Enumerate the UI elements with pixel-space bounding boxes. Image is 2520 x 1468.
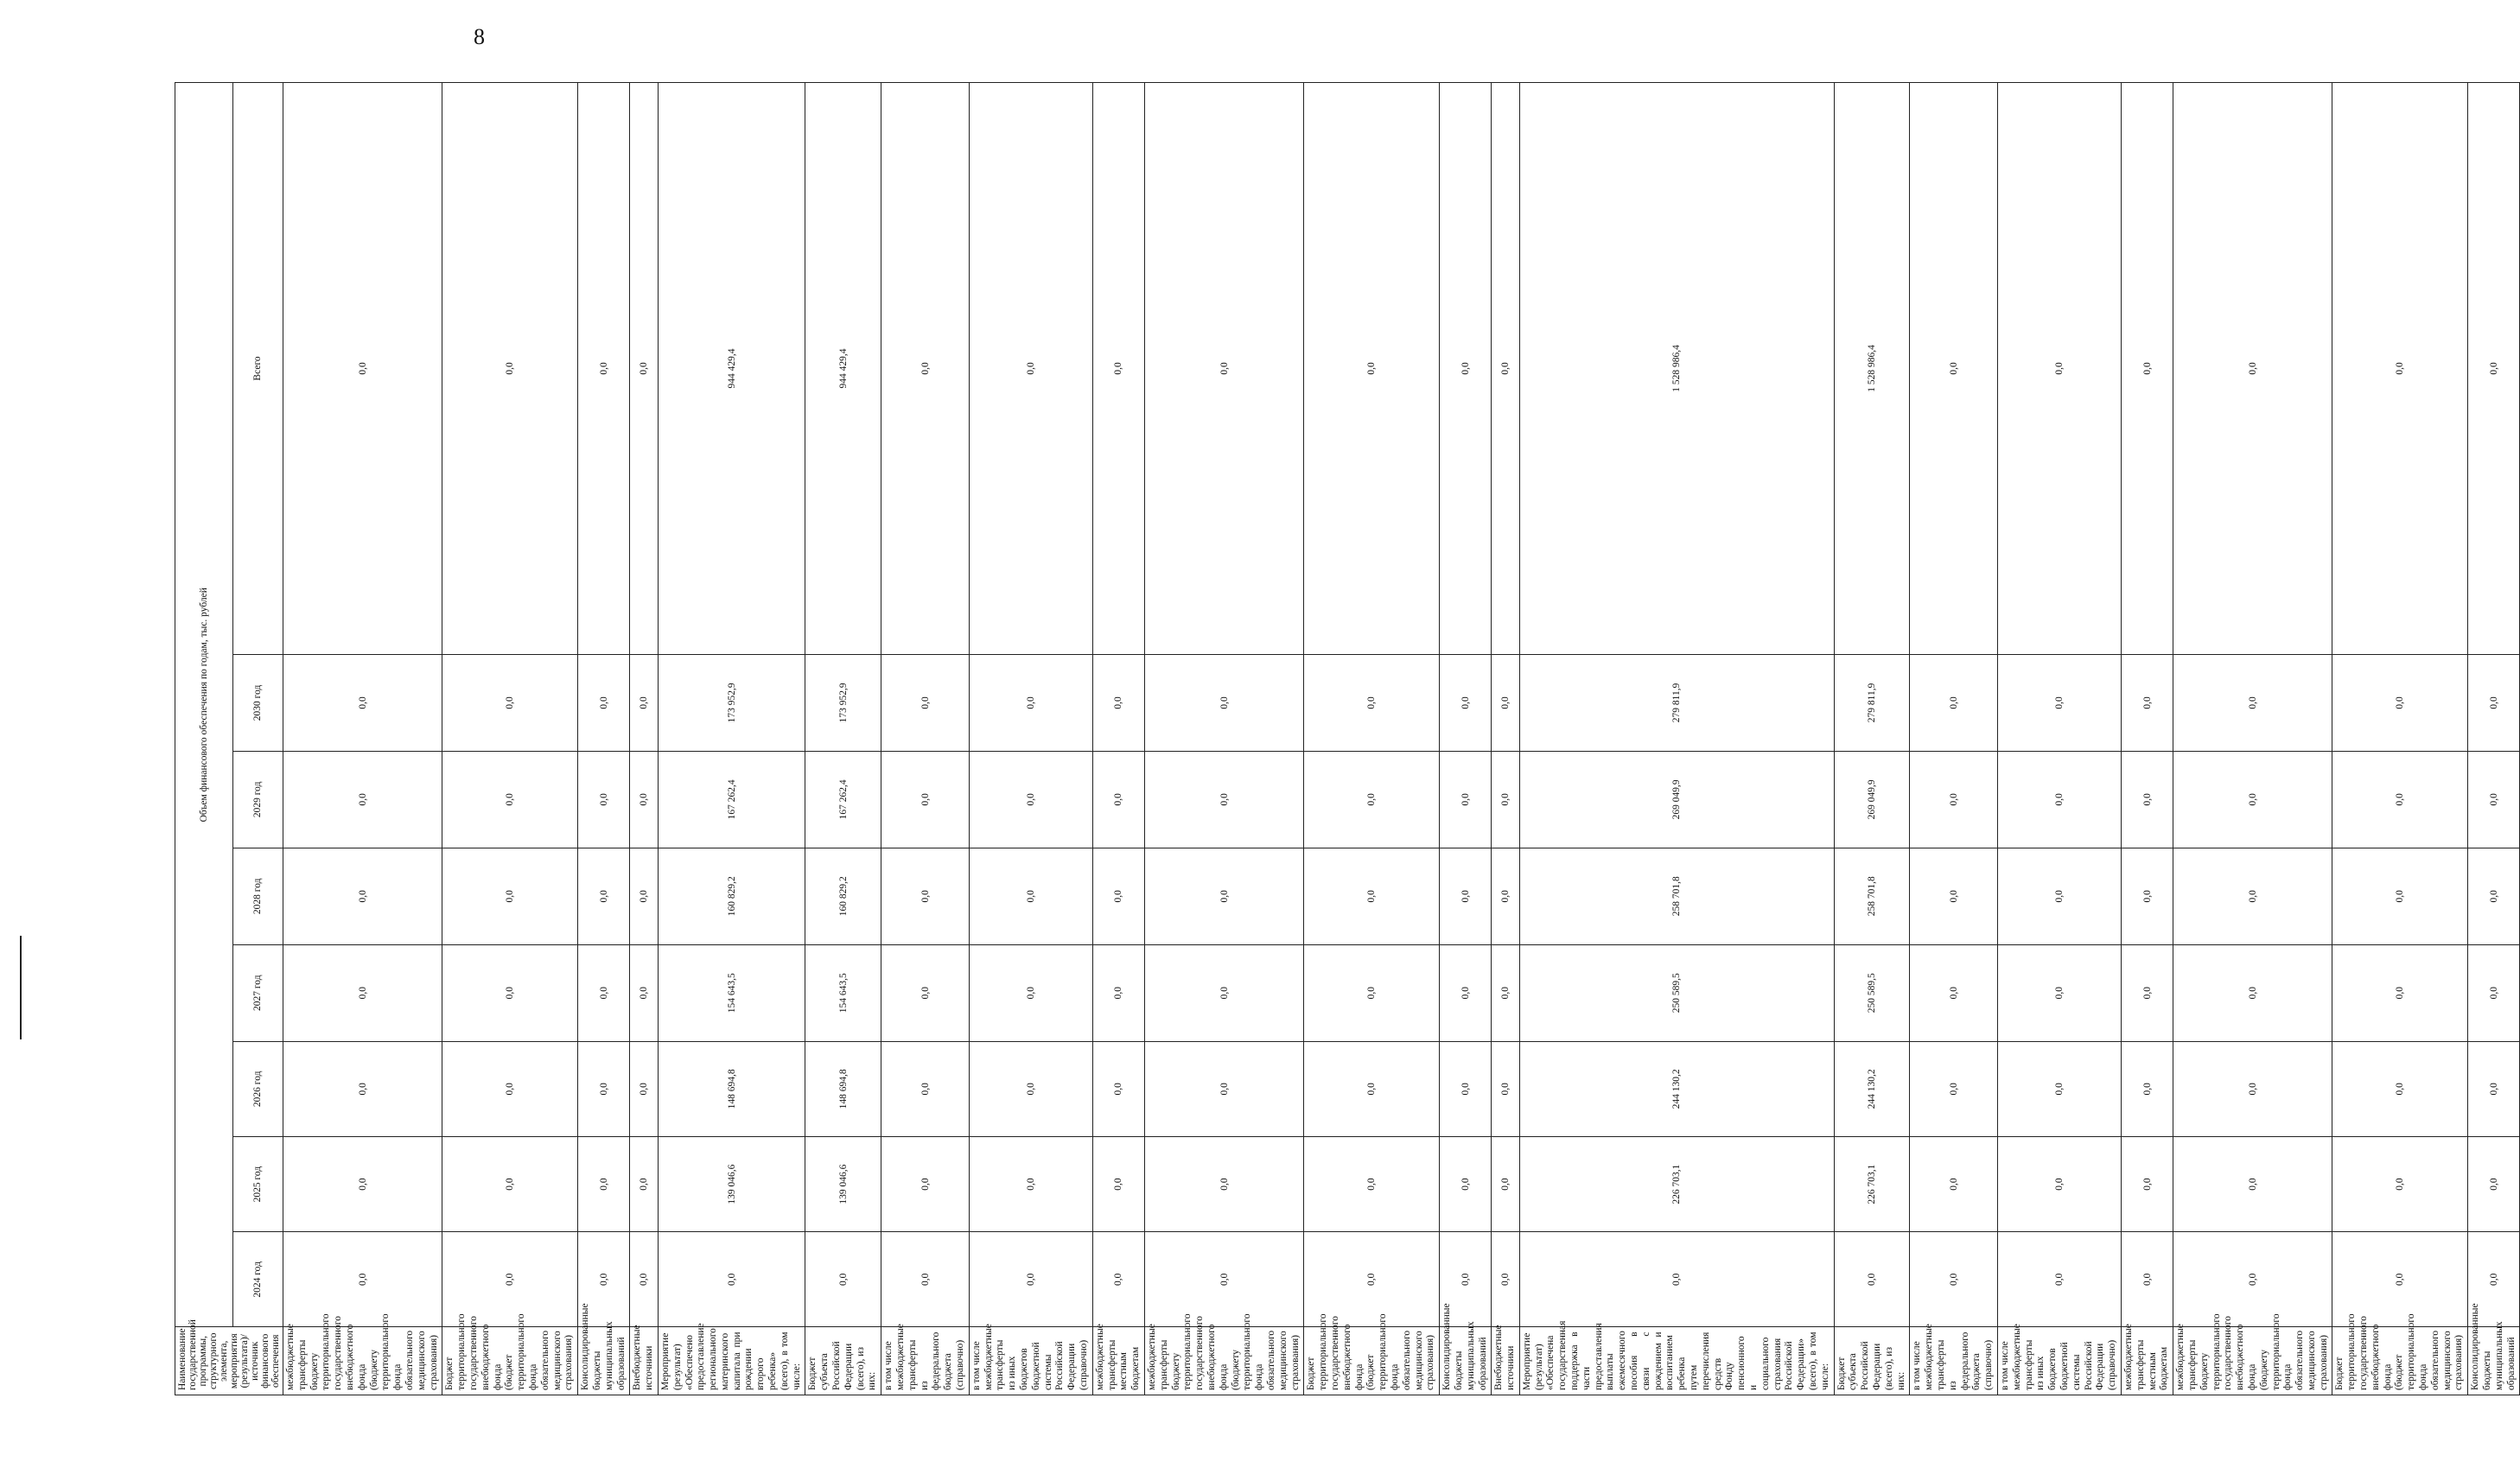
- table-row: [1492, 83, 1520, 1395]
- row-value: 0,0: [969, 1232, 1092, 1327]
- row-value: 160 829,2: [805, 848, 881, 944]
- row-value: 0,0: [2468, 83, 2520, 655]
- row-value: 0,0: [578, 1136, 630, 1231]
- table-row: [1440, 83, 1492, 1395]
- row-value: 0,0: [1492, 1232, 1520, 1327]
- row-value: 258 701,8: [1519, 848, 1834, 944]
- row-value: 0,0: [630, 848, 659, 944]
- table-row: [1834, 83, 1910, 1395]
- row-value: 0,0: [1997, 1136, 2121, 1231]
- table-row: [1304, 83, 1440, 1395]
- row-value: 148 694,8: [658, 1041, 805, 1136]
- row-value: 0,0: [2332, 1041, 2468, 1136]
- row-value: 0,0: [442, 944, 578, 1041]
- row-label: Бюджет субъекта Российской Федерации (всего), из них:: [805, 1327, 881, 1395]
- header-year: 2028 год: [232, 848, 283, 944]
- row-value: 0,0: [2468, 944, 2520, 1041]
- row-value: 0,0: [1304, 848, 1440, 944]
- table-row: [283, 83, 442, 1395]
- row-label: Внебюджетные источники: [630, 1327, 659, 1395]
- row-value: 0,0: [881, 848, 970, 944]
- row-value: 0,0: [442, 1041, 578, 1136]
- row-value: 139 046,6: [805, 1136, 881, 1231]
- header-year: 2029 год: [232, 751, 283, 848]
- row-value: 0,0: [1997, 751, 2121, 848]
- row-value: 0,0: [2332, 944, 2468, 1041]
- row-value: 0,0: [1910, 751, 1998, 848]
- row-value: 0,0: [578, 1232, 630, 1327]
- row-value: 0,0: [1910, 1136, 1998, 1231]
- row-value: 0,0: [1092, 83, 1144, 655]
- row-value: 0,0: [1440, 83, 1492, 655]
- row-value: 0,0: [1492, 944, 1520, 1041]
- row-value: 1 528 986,4: [1519, 83, 1834, 655]
- row-value: 160 829,2: [658, 848, 805, 944]
- row-value: 0,0: [1910, 848, 1998, 944]
- row-value: 0,0: [630, 654, 659, 751]
- row-value: 0,0: [283, 83, 442, 655]
- header-year: 2025 год: [232, 1136, 283, 1231]
- row-value: 0,0: [442, 83, 578, 655]
- row-value: 0,0: [1440, 848, 1492, 944]
- row-value: 0,0: [2332, 83, 2468, 655]
- row-value: 0,0: [1997, 83, 2121, 655]
- page-number: 8: [474, 24, 485, 49]
- row-value: 0,0: [2468, 1136, 2520, 1231]
- row-value: 0,0: [1144, 751, 1303, 848]
- row-value: 0,0: [2332, 751, 2468, 848]
- row-value: 0,0: [1092, 1232, 1144, 1327]
- row-value: 0,0: [2468, 654, 2520, 751]
- row-value: 0,0: [1519, 1232, 1834, 1327]
- row-value: 0,0: [1910, 1041, 1998, 1136]
- row-value: 226 703,1: [1519, 1136, 1834, 1231]
- row-value: 0,0: [442, 848, 578, 944]
- header-year: 2027 год: [232, 944, 283, 1041]
- row-value: 0,0: [630, 751, 659, 848]
- row-value: 0,0: [578, 1041, 630, 1136]
- row-value: 0,0: [881, 751, 970, 848]
- row-label: межбюджетные трансферты бюджету территориального государственного внебюджетного фонда (бюджету территориального фонда обязательного медицинского страхования): [2173, 1327, 2332, 1395]
- row-value: 0,0: [442, 1136, 578, 1231]
- row-value: 0,0: [881, 83, 970, 655]
- row-value: 0,0: [1492, 654, 1520, 751]
- row-value: 173 952,9: [658, 654, 805, 751]
- row-value: 0,0: [2332, 1232, 2468, 1327]
- row-value: 944 429,4: [658, 83, 805, 655]
- row-value: 0,0: [1092, 654, 1144, 751]
- row-value: 0,0: [578, 848, 630, 944]
- row-value: 0,0: [2332, 1136, 2468, 1231]
- table-row: [442, 83, 578, 1395]
- row-label: Мероприятие (результат) «Обеспечено предоставление регионального материнского капитала при рождении второго ребенка» (всего), в том числе:: [658, 1327, 805, 1395]
- row-value: 250 589,5: [1834, 944, 1910, 1041]
- row-label: в том числе межбюджетные трансферты из федерального бюджета (справочно): [881, 1327, 970, 1395]
- row-value: 0,0: [2121, 1136, 2173, 1231]
- row-value: 0,0: [2121, 848, 2173, 944]
- header-year: 2030 год: [232, 654, 283, 751]
- row-value: 148 694,8: [805, 1041, 881, 1136]
- row-value: 0,0: [969, 1041, 1092, 1136]
- scan-mark: [20, 936, 22, 1039]
- row-value: 0,0: [1492, 1136, 1520, 1231]
- row-value: 0,0: [578, 751, 630, 848]
- row-label: Бюджет территориального государственного внебюджетного фонда (бюджет территориального фонда обязательного медицинского страхования): [2332, 1327, 2468, 1395]
- row-value: 0,0: [2173, 1136, 2332, 1231]
- row-label: Внебюджетные источники: [1492, 1327, 1520, 1395]
- row-label: межбюджетные трансферты бюджету территориального государственного внебюджетного фонда (бюджету территориального фонда обязательного медицинского страхования): [1144, 1327, 1303, 1395]
- row-value: 0,0: [2173, 83, 2332, 655]
- row-value: 0,0: [658, 1232, 805, 1327]
- row-value: 0,0: [1492, 83, 1520, 655]
- row-value: 279 811,9: [1519, 654, 1834, 751]
- table-row: [1092, 83, 1144, 1395]
- row-value: 0,0: [1440, 1232, 1492, 1327]
- row-value: 0,0: [1997, 1232, 2121, 1327]
- row-value: 0,0: [1092, 1136, 1144, 1231]
- row-value: 0,0: [1440, 1136, 1492, 1231]
- row-value: 0,0: [2121, 944, 2173, 1041]
- row-value: 0,0: [578, 944, 630, 1041]
- row-value: 154 643,5: [658, 944, 805, 1041]
- row-value: 0,0: [2332, 848, 2468, 944]
- row-value: 139 046,6: [658, 1136, 805, 1231]
- row-value: 0,0: [1144, 83, 1303, 655]
- row-value: 0,0: [1492, 1041, 1520, 1136]
- table-row: [1519, 83, 1834, 1395]
- row-value: 0,0: [1144, 848, 1303, 944]
- row-value: 269 049,9: [1519, 751, 1834, 848]
- header-row-1: [175, 83, 233, 1395]
- row-value: 0,0: [881, 944, 970, 1041]
- row-value: 0,0: [1910, 83, 1998, 655]
- row-value: 0,0: [2173, 654, 2332, 751]
- header-year: 2026 год: [232, 1041, 283, 1136]
- table-body: [283, 83, 2520, 1395]
- row-label: межбюджетные трансферты местным бюджетам: [1092, 1327, 1144, 1395]
- row-value: 0,0: [2121, 1232, 2173, 1327]
- row-value: 0,0: [1304, 751, 1440, 848]
- row-value: 0,0: [1440, 751, 1492, 848]
- row-label: межбюджетные трансферты местным бюджетам: [2121, 1327, 2173, 1395]
- row-value: 0,0: [283, 1041, 442, 1136]
- row-value: 0,0: [630, 83, 659, 655]
- row-value: 0,0: [630, 1232, 659, 1327]
- row-value: 0,0: [2121, 654, 2173, 751]
- row-label: Консолидированные бюджеты муниципальных образований: [1440, 1327, 1492, 1395]
- row-label: Консолидированные бюджеты муниципальных образований: [2468, 1327, 2520, 1395]
- row-value: 0,0: [2468, 751, 2520, 848]
- row-value: 0,0: [881, 654, 970, 751]
- row-value: 0,0: [881, 1041, 970, 1136]
- header-year: Всего: [232, 83, 283, 655]
- row-label: Бюджет субъекта Российской Федерации (всего), из них:: [1834, 1327, 1910, 1395]
- row-value: 0,0: [969, 751, 1092, 848]
- table-row: [578, 83, 630, 1395]
- row-value: 0,0: [1997, 1041, 2121, 1136]
- row-value: 0,0: [2121, 1041, 2173, 1136]
- row-value: 0,0: [2121, 83, 2173, 655]
- header-year: 2024 год: [232, 1232, 283, 1327]
- row-value: 0,0: [1092, 751, 1144, 848]
- row-value: 0,0: [1304, 1041, 1440, 1136]
- row-value: 0,0: [1997, 848, 2121, 944]
- row-value: 0,0: [1440, 1041, 1492, 1136]
- row-value: 0,0: [1440, 654, 1492, 751]
- row-value: 0,0: [2468, 1041, 2520, 1136]
- row-value: 0,0: [1144, 944, 1303, 1041]
- row-value: 226 703,1: [1834, 1136, 1910, 1231]
- row-value: 0,0: [630, 1136, 659, 1231]
- row-value: 167 262,4: [805, 751, 881, 848]
- row-label: в том числе межбюджетные трансферты из федерального бюджета (справочно): [1910, 1327, 1998, 1395]
- table-row: [969, 83, 1092, 1395]
- row-value: 0,0: [1910, 654, 1998, 751]
- row-value: 0,0: [1910, 1232, 1998, 1327]
- row-value: 0,0: [1492, 751, 1520, 848]
- table-row: [630, 83, 659, 1395]
- row-value: 0,0: [2173, 751, 2332, 848]
- row-value: 0,0: [2468, 848, 2520, 944]
- table-row: [805, 83, 881, 1395]
- row-value: 0,0: [578, 83, 630, 655]
- rotated-table-wrapper: [175, 82, 2517, 1395]
- row-value: 167 262,4: [658, 751, 805, 848]
- row-value: 0,0: [1304, 654, 1440, 751]
- row-value: 0,0: [283, 1136, 442, 1231]
- row-value: 0,0: [1304, 83, 1440, 655]
- row-value: 0,0: [442, 654, 578, 751]
- row-value: 0,0: [283, 1232, 442, 1327]
- row-value: 0,0: [2173, 944, 2332, 1041]
- row-value: 0,0: [2468, 1232, 2520, 1327]
- row-value: 0,0: [1304, 1136, 1440, 1231]
- row-value: 258 701,8: [1834, 848, 1910, 944]
- row-value: 0,0: [2173, 848, 2332, 944]
- row-value: 0,0: [442, 751, 578, 848]
- row-label: Мероприятие (результат) «Обеспечена государственная поддержка в части предоставления выплаты ежемесячного пособия в связи с рождением и воспитанием ребенка путем перечисления средств Фонду пенсионного и социального страхования Российской Федерации» (всего), в том числе:: [1519, 1327, 1834, 1395]
- header-row-2: [232, 83, 283, 1395]
- header-volume-title: Объем финансового обеспечения по годам, тыс. рублей: [175, 83, 233, 1327]
- header-name: Наименование государственной программы, структурного элемента, мероприятия (результата)/источник финансового обеспечения: [175, 1327, 283, 1395]
- row-value: 0,0: [1997, 654, 2121, 751]
- row-value: 0,0: [1440, 944, 1492, 1041]
- row-value: 244 130,2: [1519, 1041, 1834, 1136]
- row-value: 0,0: [1910, 944, 1998, 1041]
- table-row: [1997, 83, 2121, 1395]
- row-label: в том числе межбюджетные трансферты из иных бюджетов бюджетной системы Российской Федерации (справочно): [1997, 1327, 2121, 1395]
- row-value: 0,0: [283, 654, 442, 751]
- row-label: межбюджетные трансферты бюджету территориального государственного внебюджетного фонда (бюджету территориального фонда обязательного медицинского страхования): [283, 1327, 442, 1395]
- row-label: Консолидированные бюджеты муниципальных образований: [578, 1327, 630, 1395]
- row-value: 0,0: [881, 1232, 970, 1327]
- row-value: 0,0: [630, 944, 659, 1041]
- row-value: 0,0: [1144, 1136, 1303, 1231]
- row-value: 279 811,9: [1834, 654, 1910, 751]
- row-value: 944 429,4: [805, 83, 881, 655]
- table-row: [2332, 83, 2468, 1395]
- row-value: 0,0: [969, 848, 1092, 944]
- row-value: 0,0: [630, 1041, 659, 1136]
- row-value: 0,0: [1144, 654, 1303, 751]
- row-value: 0,0: [805, 1232, 881, 1327]
- row-value: 0,0: [1092, 1041, 1144, 1136]
- table-row: [1144, 83, 1303, 1395]
- row-value: 250 589,5: [1519, 944, 1834, 1041]
- row-value: 0,0: [881, 1136, 970, 1231]
- row-value: 0,0: [1144, 1041, 1303, 1136]
- row-value: 0,0: [283, 848, 442, 944]
- table-row: [658, 83, 805, 1395]
- row-value: 0,0: [2121, 751, 2173, 848]
- row-label: в том числе межбюджетные трансферты из иных бюджетов бюджетной системы Российской Федерации (справочно): [969, 1327, 1092, 1395]
- row-value: 0,0: [2173, 1232, 2332, 1327]
- row-value: 0,0: [1092, 944, 1144, 1041]
- row-value: 0,0: [1997, 944, 2121, 1041]
- row-value: 0,0: [969, 654, 1092, 751]
- table-row: [881, 83, 970, 1395]
- row-value: 0,0: [578, 654, 630, 751]
- row-value: 154 643,5: [805, 944, 881, 1041]
- row-value: 1 528 986,4: [1834, 83, 1910, 655]
- row-value: 0,0: [283, 944, 442, 1041]
- table-row: [2121, 83, 2173, 1395]
- row-value: 244 130,2: [1834, 1041, 1910, 1136]
- row-value: 173 952,9: [805, 654, 881, 751]
- row-value: 0,0: [1144, 1232, 1303, 1327]
- row-value: 0,0: [1492, 848, 1520, 944]
- row-value: 269 049,9: [1834, 751, 1910, 848]
- row-label: Бюджет территориального государственного внебюджетного фонда (бюджет территориального фонда обязательного медицинского страхования): [1304, 1327, 1440, 1395]
- row-value: 0,0: [442, 1232, 578, 1327]
- table-row: [1910, 83, 1998, 1395]
- row-value: 0,0: [1834, 1232, 1910, 1327]
- row-value: 0,0: [969, 1136, 1092, 1231]
- row-value: 0,0: [1304, 1232, 1440, 1327]
- row-value: 0,0: [2332, 654, 2468, 751]
- row-value: 0,0: [283, 751, 442, 848]
- row-value: 0,0: [969, 83, 1092, 655]
- row-label: Бюджет территориального государственного внебюджетного фонда (бюджет территориального фонда обязательного медицинского страхования): [442, 1327, 578, 1395]
- financing-table: [175, 82, 2520, 1395]
- table-row: [2468, 83, 2520, 1395]
- row-value: 0,0: [1092, 848, 1144, 944]
- row-value: 0,0: [969, 944, 1092, 1041]
- row-value: 0,0: [2173, 1041, 2332, 1136]
- row-value: 0,0: [1304, 944, 1440, 1041]
- table-row: [2173, 83, 2332, 1395]
